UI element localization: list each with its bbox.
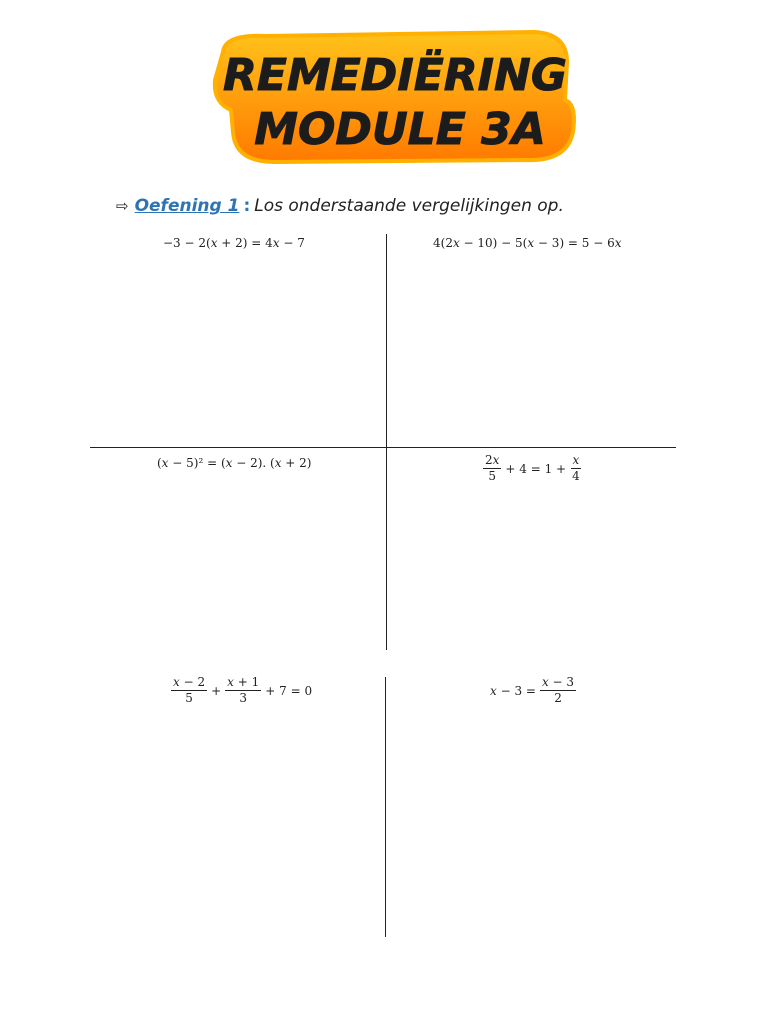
divider-vertical-bottom [385, 677, 386, 937]
equation-6-frac-den: 2 [554, 691, 562, 705]
equation-5-frac2-num: 𝑥 + 1 [227, 675, 260, 689]
equation-4-frac2-den: 4 [572, 469, 580, 483]
equation-5 [169, 676, 314, 705]
divider-horizontal [90, 447, 676, 448]
right-arrow-icon: ⇨ [116, 197, 129, 215]
equation-4-frac2-num: 𝑥 [572, 453, 580, 467]
equation-4 [481, 454, 584, 483]
equation-4-frac1-den: 5 [488, 469, 497, 483]
equation-4-mid: + 4 = 1 + [505, 461, 567, 476]
logo-line2: MODULE 3A [254, 104, 546, 155]
equation-5-op: + [211, 683, 222, 698]
equation-5-frac1-den: 5 [185, 691, 193, 705]
equation-3 [157, 456, 311, 470]
equation-5-frac1-num: 𝑥 − 2 [173, 675, 206, 689]
equation-4-fraction-2 [570, 454, 582, 483]
equation-6 [488, 676, 578, 705]
equation-6-frac-num: 𝑥 − 3 [541, 675, 575, 689]
logo-line1: REMEDIËRING [223, 50, 567, 101]
exercise-heading [116, 196, 564, 216]
equation-6-fraction [540, 676, 576, 705]
exercise-instruction: Los onderstaande vergelijkingen op. [254, 196, 564, 216]
equation-4-fraction-1 [483, 454, 501, 483]
equation-2-text: 4(2𝑥 − 10) − 5(𝑥 − 3) = 5 − 6𝑥 [433, 236, 622, 250]
equation-4-frac1-num: 2𝑥 [485, 453, 500, 467]
equation-2 [433, 236, 622, 250]
remediering-logo [205, 22, 585, 167]
equation-5-frac2-den: 3 [239, 691, 248, 705]
equation-6-left: 𝑥 − 3 = [490, 683, 536, 698]
divider-vertical-top [386, 234, 387, 650]
exercise-colon: : [243, 196, 251, 216]
equation-5-fraction-2 [225, 676, 261, 705]
equation-3-text: (𝑥 − 5)² = (𝑥 − 2). (𝑥 + 2) [157, 456, 312, 470]
equation-5-fraction-1 [171, 676, 207, 705]
equation-5-tail: + 7 = 0 [265, 683, 313, 698]
exercise-title: Oefening 1 [134, 196, 240, 216]
equation-1 [163, 236, 305, 250]
equation-1-text: −3 − 2(𝑥 + 2) = 4𝑥 − 7 [163, 236, 305, 250]
